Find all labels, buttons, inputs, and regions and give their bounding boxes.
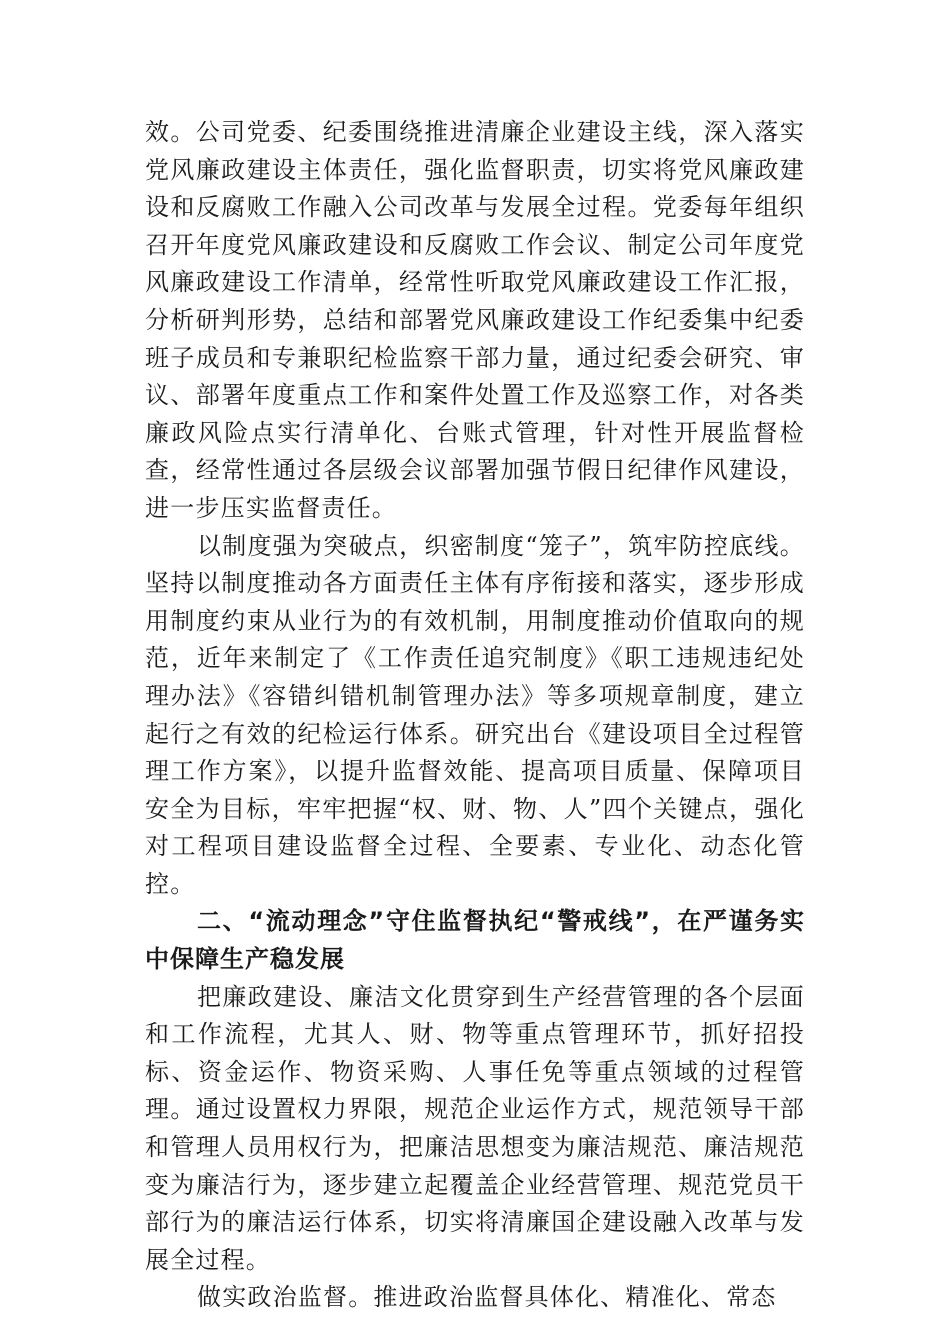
body-paragraph: 以制度强为突破点，织密制度“笼子”，筑牢防控底线。坚持以制度推动各方面责任主体有序衔接和落实，逐步形成用制度约束从业行为的有效机制，用制度推动价值取向的规范，近年来制定了《工作责任追究制度》《职工违规违纪处理办法》《容错纠错机制管理办法》等多项规章制度，建立起行之有效的纪检运行体系。研究出台《建设项目全过程管理工作方案》，以提升监督效能、提高项目质量、保障项目安全为目标，牢牢把握“权、财、物、人”四个关键点，强化对工程项目建设监督全过程、全要素、专业化、动态化管控。 — [145, 531, 805, 898]
body-paragraph: 做实政治监督。推进政治监督具体化、精准化、常态 — [197, 1283, 777, 1312]
document-page — [145, 114, 805, 1317]
section-heading: 二、“流动理念”守住监督执纪“警戒线”，在严谨务实中保障生产稳发展 — [145, 907, 805, 974]
body-paragraph: 效。公司党委、纪委围绕推进清廉企业建设主线，深入落实党风廉政建设主体责任，强化监督职责，切实将党风廉政建设和反腐败工作融入公司改革与发展全过程。党委每年组织召开年度党风廉政建设和反腐败工作会议、制定公司年度党风廉政建设工作清单，经常性听取党风廉政建设工作汇报，分析研判形势，总结和部署党风廉政建设工作纪委集中纪委班子成员和专兼职纪检监察干部力量，通过纪委会研究、审议、部署年度重点工作和案件处置工作及巡察工作，对各类廉政风险点实行清单化、台账式管理，针对性开展监督检查，经常性通过各层级会议部署加强节假日纪律作风建设，进一步压实监督责任。 — [145, 118, 805, 522]
body-paragraph: 把廉政建设、廉洁文化贯穿到生产经营管理的各个层面和工作流程，尤其人、财、物等重点管理环节，抓好招投标、资金运作、物资采购、人事任免等重点领域的过程管理。通过设置权力界限，规范企业运作方式，规范领导干部和管理人员用权行为，把廉洁思想变为廉洁规范、廉洁规范变为廉洁行为，逐步建立起覆盖企业经营管理、规范党员干部行为的廉洁运行体系，切实将清廉国企建设融入改革与发展全过程。 — [145, 982, 805, 1274]
